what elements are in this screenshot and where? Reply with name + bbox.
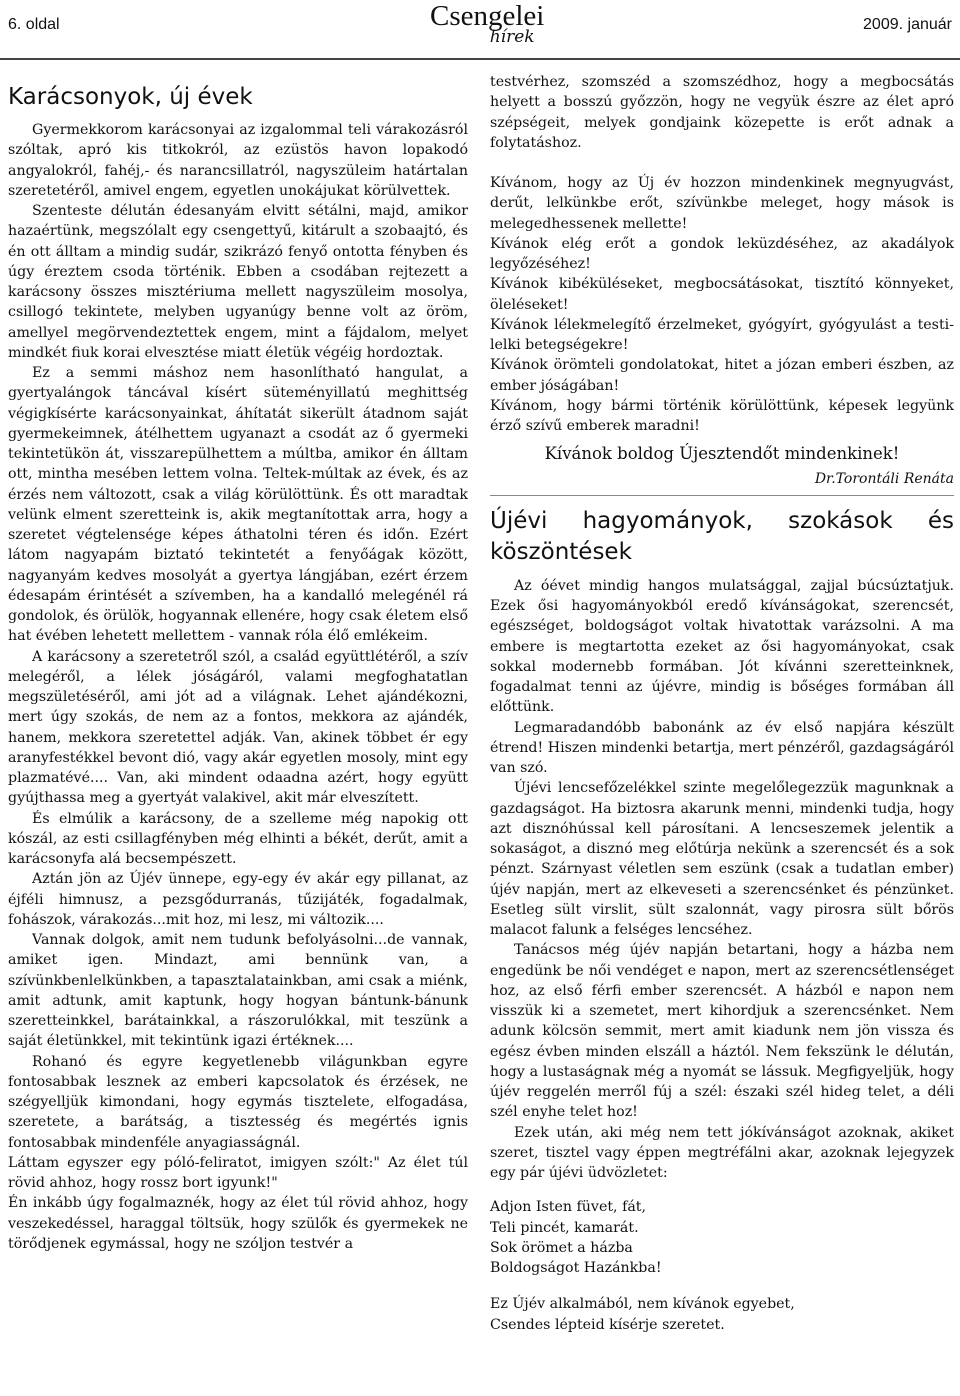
page-number: 6. oldal	[8, 16, 60, 33]
poem-line: Adjon Isten füvet, fát,	[490, 1199, 646, 1216]
article1-paragraph: Láttam egyszer egy póló-feliratot, imigyen szólt:" Az élet túl rövid ahhoz, hogy rossz bort igyunk!"	[8, 1154, 468, 1191]
poem-line: Ez Újév alkalmából, nem kívánok egyebet,	[490, 1296, 795, 1313]
divider	[490, 495, 954, 496]
article1-paragraph: A karácsony a szeretetről szól, a család együttlétéről, a szív melegéről, a lélek jóságáról, valami megfoghatatlan megszületéséről, ami jót ad a világnak. Lehet ajándékozni, mert úgy szokás, de nem az a fontos, mekkora az ajándék, hanem, mekkora szeretettel adják. Van, akinek többet ér egy aranyfestékkel bevont dió, vagy akár egyetlen mosoly, mint egy plazmatévé.... Van, aki mindent odaadna azért, hogy együtt gyújthassa meg a gyertyát valakivel, akit már elveszített.	[8, 648, 468, 807]
article1-title: Karácsonyok, új évek	[8, 84, 253, 110]
logo-sub: hírek	[489, 27, 535, 47]
article2-paragraph: Legmaradandóbb babonánk az év első napjára készült étrend! Hiszen mindenki betartja, mert pénzéről, gazdagságáról van szó.	[490, 719, 954, 776]
poem-line: Csendes lépteid kísérje szeretet.	[490, 1316, 725, 1333]
issue-date: 2009. január	[863, 16, 952, 33]
wish-item: Kívánok elég erőt a gondok leküzdéséhez, az akadályok legyőzéséhez!	[490, 235, 954, 272]
article1-paragraph: Rohanó és egyre kegyetlenebb világunkban egyre fontosabbak lesznek az emberi kapcsolatok és érzések, ne szégyelljük kimondani, hogy egymás tisztelete, elfogadása, szeretete, a barátság, a tisztesség és megértés ignis fontosabbak mindenféle anyagiasságnál.	[8, 1053, 468, 1151]
poem	[490, 1197, 954, 1335]
wish-item: Kívánok lélekmelegítő érzelmeket, gyógyírt, gyógyulást a testi-lelki betegségekre!	[490, 316, 954, 353]
article1-paragraph: Aztán jön az Újév ünnepe, egy-egy év akár egy pillanat, az éjféli himnusz, a pezsgődurranás, tűzijáték, fogadalmak, fohászok, várakozás...mit hoz, mi lesz, mi változik....	[8, 871, 468, 928]
article1-paragraph: Gyermekkorom karácsonyai az izgalommal teli várakozásról szóltak, apró kis titkokról, az ezüstös havon lopakodó angyalokról, fahéj,- és narancsillatról, nagyszüleim határtalan szeretetéről, amivel engem, egyetlen unokájukat körülvettek.	[8, 122, 468, 199]
wish-item: Kívánom, hogy az Új év hozzon mindenkinek megnyugvást, derűt, lelkünkbe erőt, szívünkbe meleget, hogy mások is melegedhessenek mellette!	[490, 175, 954, 232]
header-rule	[0, 58, 960, 60]
logo-main: Csengelei	[430, 0, 545, 32]
article1-paragraph: És elmúlik a karácsony, de a szelleme még napokig ott kószál, az esti csillagfényben még elhinti a békét, derűt, amit a karácsonyfa alá becsempészett.	[8, 810, 468, 867]
article2-paragraph: Ezek után, aki még nem tett jókívánságot azoknak, akiket szeret, tisztel vagy éppen megtréfálni akar, azoknak lejegyzek egy pár újévi üdvözletet:	[490, 1124, 954, 1181]
poem-line: Teli pincét, kamarát.	[490, 1219, 639, 1236]
article1-paragraph: Én inkább úgy fogalmaznék, hogy az élet túl rövid ahhoz, hogy veszekedéssel, haraggal töltsük, hogy szülők és gyermekek ne törődjenek egymással, hogy ne szóljon testvér a	[8, 1195, 468, 1252]
closing-wish: Kívánok boldog Újesztendőt mindenkinek!	[544, 444, 900, 464]
article1-paragraph: Szenteste délután édesanyám elvitt sétálni, majd, amikor hazaértünk, megszólalt egy csengettyű, kitárult a szobaajtó, és én ott álltam a mindig sudár, szikrázó fenyő ontotta fényben és úgy éreztem csoda történik. Ebben a csodában rejtezett a karácsony összes misztériuma mellett nagyszüleim mosolya, csillogó tekintete, melyben ugyanúgy benne volt az öröm, amellyel megörvendeztettek engem, mint a fájdalom, melyet mindkét fiuk korai elvesztése miatt életük végéig hordoztak.	[8, 203, 468, 361]
left-column	[8, 72, 468, 1254]
newspaper-logo	[430, 0, 545, 47]
wish-item: Kívánok örömteli gondolatokat, hitet a józan emberi észben, az ember jóságában!	[490, 357, 954, 394]
page-header	[0, 0, 960, 58]
author-signature: Dr.Torontáli Renáta	[814, 470, 954, 487]
right-column	[490, 72, 954, 1335]
poem-line: Boldogságot Hazánkba!	[490, 1260, 662, 1276]
article1-paragraph: Vannak dolgok, amit nem tudunk befolyásolni...de vannak, amiket igen. Mindazt, ami bennünk van, a szívünkbenlelkünkben, a tapasztalatainkban, ami csak a miénk, amit adtunk, amit kaptunk, hogy hogyan bántunk-bánunk szeretteinkkel, barátainkkal, a rászorulókkal, mit teszünk a saját életünkkel, mit tekintünk igazi értéknek....	[8, 932, 468, 1050]
wish-item: Kívánom, hogy bármi történik körülöttünk, képesek legyünk érző szívű emberek maradni!	[490, 397, 954, 434]
article1-paragraph: Ez a semmi máshoz nem hasonlítható hangulat, a gyertyalángok táncával kísért süteményillatú meghittség végigkísérte karácsonyainkat, áhítatát sikerült átadnom saját gyermekeimnek, átélhettem ugyanazt a csodát az ő gyermeki tekintetükön át, visszarepülhettem a múltba, amikor én álltam ott, mintha mesében lettem volna. Teltek-múltak az évek, és az érzés nem változott, csak a világ körülöttünk. És ott maradtak velünk elment szeretteink is, akik megtanítottak arra, hogy a szeretet végtelensége képes áthatolni téren és időn. Ezért látom nagyapám biztató tekintetét a fenyőágak között, nagyanyám kedves mosolyát a gyertya lángjában, ezért érzem édesapám érintését a szívemben, ha a kandalló melegénél rá gondolok, és örülök, hogyannak ellenére, hogy csak életem első hat évében lehetett mellettem - vannak róla élő emlékeim.	[8, 365, 468, 645]
article1-continuation: testvérhez, szomszéd a szomszédhoz, hogy a megbocsátás helyett a bosszú győzzön, hogy ne vegyük észre az élet apró szépségeit, melyek gondjaink közepette is erőt adnak a folytatáshoz.	[490, 74, 954, 151]
article2-paragraph: Tanácsos még újév napján betartani, hogy a házba nem engedünk be női vendéget e napon, mert az szerencsétlenséget hoz, az első férfi ember szerencsét. A házból e napon nem visszük ki a szemetet, mert kihordjuk a szerencsénket. Nem adunk kölcsön semmit, mert amit kiadunk nem jön vissza és egész évben minden elszáll a háztól. Nem fekszünk le délután, hogy a lustaságnak még a nyomát se lássuk. Megfigyeljük, hogy újév reggelén merről fúj a szél: északi szél hideg telet, a déli szél enyhe telet hoz!	[490, 942, 954, 1121]
article2-title: Újévi hagyományok, szokások és köszöntések	[490, 507, 954, 565]
wish-item: Kívánok kibéküléseket, megbocsátásokat, tisztító könnyeket, öleléseket!	[490, 276, 954, 313]
article2-paragraph: Újévi lencsefőzelékkel szinte megelőlegezzük magunknak a gazdagságot. Ha biztosra akarunk menni, mindenki tudja, hogy azt disznóhússal kell párosítani. A lencseszemek jelentik a sokaságot, a disznó meg előtúrja nekünk a szerencsét és a sok pénzt. Szárnyast véletlen sem eszünk (csak a tudatlan ember) újév napján, mert az elkeveseti a szerencsénket és pénzünket. Esetleg sült virslit, sült szalonnát, vagy pirosra sült bőrös malacot falunk a felséges lencséhez.	[490, 780, 954, 938]
article2-paragraph: Az óévet mindig hangos mulatsággal, zajjal búcsúztatjuk. Ezek ősi hagyományokból eredő kívánságokat, szerencsét, egészséget, boldogságot voltak hivatottak varázsolni. A ma embere is megtartotta ezeket az ősi hagyományokat, csak sokkal modernebb formában. Jót kívánni szeretteinknek, fogadalmat tenni az újévre, mindig is bőséges formában áll előttünk.	[490, 577, 954, 716]
poem-line: Sok örömet a házba	[490, 1239, 633, 1256]
